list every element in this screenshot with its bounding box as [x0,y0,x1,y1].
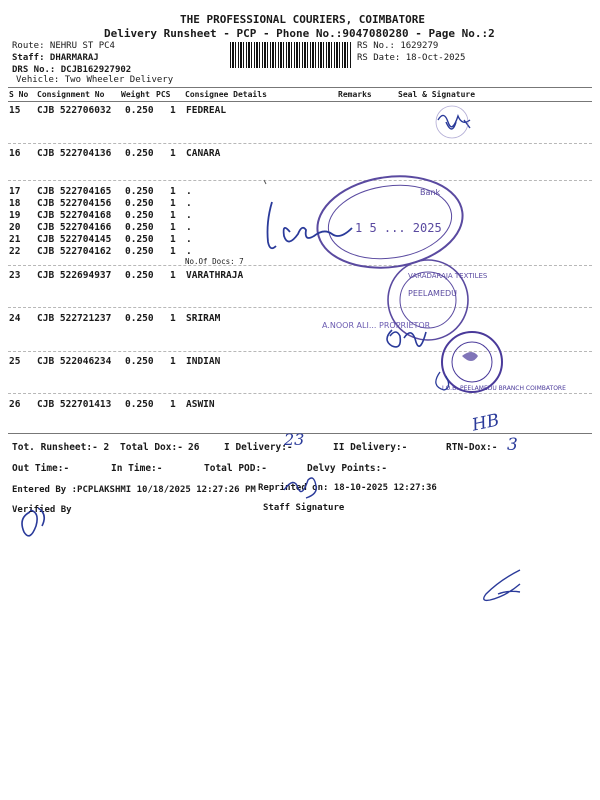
tot-runsheet: Tot. Runsheet:- 2 [12,442,110,453]
row-consignee: . [186,198,192,209]
col-consignee: Consignee Details [185,90,267,99]
row-pcs: 1 [170,270,176,281]
row-sno: 18 [9,198,21,209]
row-consignment: CJB 522706032 [37,105,112,116]
row-pcs: 1 [170,246,176,257]
row-sno: 19 [9,210,21,221]
row-consignment: CJB 522046234 [37,356,112,367]
row-consignee: . [186,246,192,257]
peelamedu-stamp-text: PEELAMEDU [408,289,458,298]
signature-verified [22,508,44,536]
row-consignment: CJB 522704145 [37,234,112,245]
verified-by: Verified By [12,505,72,515]
col-weight: Weight [121,90,150,99]
row-weight: 0.250 [125,210,154,221]
row-consignee: . [186,210,192,221]
row-weight: 0.250 [125,198,154,209]
rtn-dox-label: RTN-Dox:- [446,442,498,453]
total-dox-value: 26 [188,442,200,453]
row-consignment: CJB 522704156 [37,198,112,209]
out-time-label: Out Time:- [12,463,70,474]
row-consignee: . [186,234,192,245]
staff-label: Staff: DHARMARAJ [12,53,99,63]
row-pcs: 1 [170,148,176,159]
staff-signature-label: Staff Signature [263,503,345,513]
row-consignment: CJB 522704168 [37,210,112,221]
total-dox-label: Total Dox:- [120,442,183,453]
company-title: THE PROFESSIONAL COURIERS, COIMBATORE [180,13,426,26]
handwritten-i-delivery: 23 [284,430,305,449]
row-sno: 25 [9,356,21,367]
row-pcs: 1 [170,210,176,221]
reprinted-on: Reprinted on: 18-10-2025 12:27:36 [258,483,437,493]
row-sno: 24 [9,313,21,324]
row-pcs: 1 [170,399,176,410]
row-consignee: ASWIN [186,399,215,410]
row-consignment: CJB 522701413 [37,399,112,410]
row-pcs: 1 [170,105,176,116]
row-sno: 15 [9,105,21,116]
row-sno: 16 [9,148,21,159]
row-consignee: FEDREAL [186,105,227,116]
bank-stamp-date: 1 5 ... 2025 [355,221,442,235]
row-consignment: CJB 522704162 [37,246,112,257]
row-consignee: INDIAN [186,356,221,367]
entered-by: Entered By :PCPLAKSHMI 10/18/2025 12:27:26 PM [12,485,256,495]
signature-bottom-right [484,570,520,600]
row-weight: 0.250 [125,270,154,281]
row-sno: 23 [9,270,21,281]
no-of-docs: No.Of Docs: 7 [185,257,244,266]
row-weight: 0.250 [125,105,154,116]
signature-row-15 [438,115,470,129]
row-consignment: CJB 522704166 [37,222,112,233]
runsheet-subtitle: Delivery Runsheet - PCP - Phone No.:9047080280 - Page No.:2 [104,27,495,40]
row-sno: 21 [9,234,21,245]
col-pcs: PCS [156,90,171,99]
row-weight: 0.250 [125,356,154,367]
total-pod-label: Total POD:- [204,463,267,474]
delvy-points-label: Delvy Points:- [307,463,388,474]
pencil-mark [264,180,266,184]
row-sno: 26 [9,399,21,410]
signature-reprinted [284,478,316,498]
iob-stamp [442,332,502,392]
row-consignment: CJB 522721237 [37,313,112,324]
col-sno: S No [9,90,29,99]
route-label: Route: NEHRU ST PC4 [12,41,115,51]
vehicle-label: Vehicle: Two Wheeler Delivery [16,75,174,85]
row-sno: 17 [9,186,21,197]
bank-stamp-text: Bank [420,188,441,197]
handwritten-rtn: 3 [507,435,518,455]
row-weight: 0.250 [125,234,154,245]
row-consignee: CANARA [186,148,221,159]
row-consignee: . [186,186,192,197]
row-consignee: SRIRAM [186,313,221,324]
row-consignment: CJB 522694937 [37,270,112,281]
row-pcs: 1 [170,313,176,324]
row-sno: 20 [9,222,21,233]
iob-stamp-text: I.O.B. PEELAMEDU BRANCH COIMBATORE [442,385,566,392]
row-consignment: CJB 522704136 [37,148,112,159]
row-weight: 0.250 [125,313,154,324]
ii-delivery-label: II Delivery:- [333,442,408,453]
rs-number: RS No.: 1629279 [357,41,439,51]
handwritten-initials: HB [470,410,502,436]
in-time-label: In Time:- [111,463,163,474]
row-consignee: . [186,222,192,233]
i-delivery-label: I Delivery:- [224,442,293,453]
signature-row-17 [268,202,353,248]
row-weight: 0.250 [125,399,154,410]
rs-date: RS Date: 18-Oct-2025 [357,53,466,63]
row-consignee: VARATHRAJA [186,270,244,281]
col-seal: Seal & Signature [398,90,476,99]
row-pcs: 1 [170,356,176,367]
row-sno: 22 [9,246,21,257]
row-weight: 0.250 [125,186,154,197]
col-remarks: Remarks [338,90,372,99]
drs-number: DRS No.: DCJB162927902 [12,65,132,75]
row-weight: 0.250 [125,222,154,233]
row-pcs: 1 [170,198,176,209]
row-consignment: CJB 522704165 [37,186,112,197]
row-pcs: 1 [170,234,176,245]
row-weight: 0.250 [125,246,154,257]
row-weight: 0.250 [125,148,154,159]
col-consignment: Consignment No [37,90,105,99]
row-pcs: 1 [170,186,176,197]
textiles-stamp-text: VARADARAJA TEXTILES [408,272,488,280]
row-pcs: 1 [170,222,176,233]
proprietor-stamp-text: A.NOOR ALI... PROPRIETOR [322,321,431,330]
